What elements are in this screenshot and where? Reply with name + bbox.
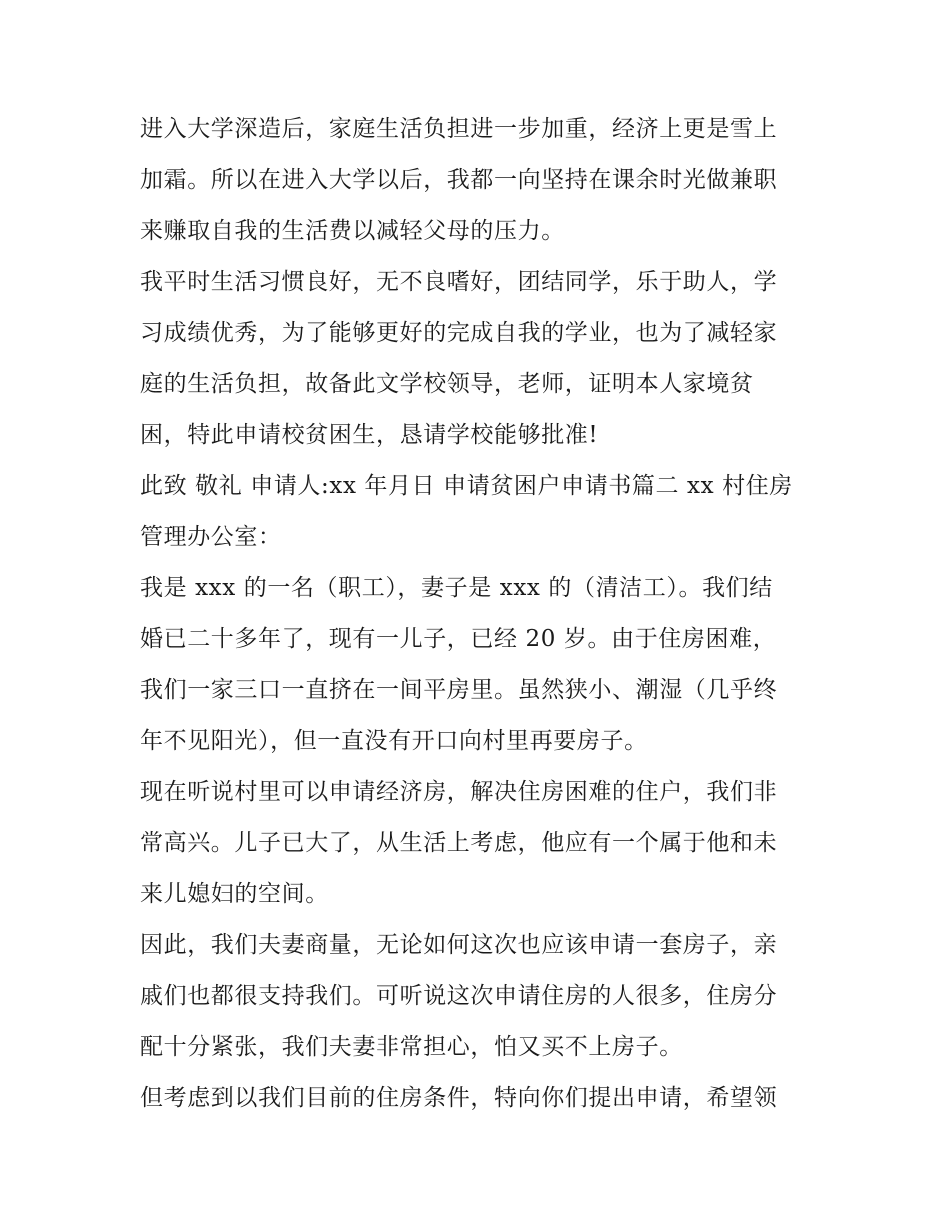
text-line: 我是 xxx 的一名（职工），妻子是 xxx 的（清洁工）。我们结: [140, 575, 773, 601]
text-line: 习成绩优秀，为了能够更好的完成自我的学业，也为了减轻家: [140, 320, 778, 346]
text-line: 此致 敬礼 申请人:xx 年月日 申请贫困户申请书篇二 xx 村住房: [140, 473, 793, 499]
text-line: 婚已二十多年了，现有一儿子，已经 20 岁。由于住房困难，: [140, 626, 777, 652]
text-line: 现在听说村里可以申请经济房，解决住房困难的住户，我们非: [140, 779, 778, 805]
text-line: 常高兴。儿子已大了，从生活上考虑，他应有一个属于他和未: [140, 830, 778, 856]
text-line: 困，特此申请校贫困生，恳请学校能够批准!: [140, 422, 599, 448]
text-line: 配十分紧张，我们夫妻非常担心，怕又买不上房子。: [140, 1034, 683, 1060]
text-line: 来儿媳妇的空间。: [140, 881, 329, 907]
text-line: 进入大学深造后，家庭生活负担进一步加重，经济上更是雪上: [140, 116, 778, 142]
text-line: 加霜。所以在进入大学以后，我都一向坚持在课余时光做兼职: [140, 167, 778, 193]
text-line: 我平时生活习惯良好，无不良嗜好，团结同学，乐于助人，学: [140, 269, 778, 295]
text-line: 戚们也都很支持我们。可听说这次申请住房的人很多，住房分: [140, 983, 778, 1009]
text-line: 但考虑到以我们目前的住房条件，特向你们提出申请，希望领: [140, 1085, 778, 1111]
text-line: 庭的生活负担，故备此文学校领导，老师，证明本人家境贫: [140, 371, 754, 397]
text-line: 来赚取自我的生活费以减轻父母的压力。: [140, 218, 565, 244]
document-body: [140, 104, 815, 1124]
text-line: 因此，我们夫妻商量，无论如何这次也应该申请一套房子，亲: [140, 932, 778, 958]
text-line: 管理办公室：: [140, 524, 282, 550]
text-line: 我们一家三口一直挤在一间平房里。虽然狭小、潮湿（几乎终: [140, 677, 778, 703]
text-line: 年不见阳光），但一直没有开口向村里再要房子。: [140, 728, 648, 754]
